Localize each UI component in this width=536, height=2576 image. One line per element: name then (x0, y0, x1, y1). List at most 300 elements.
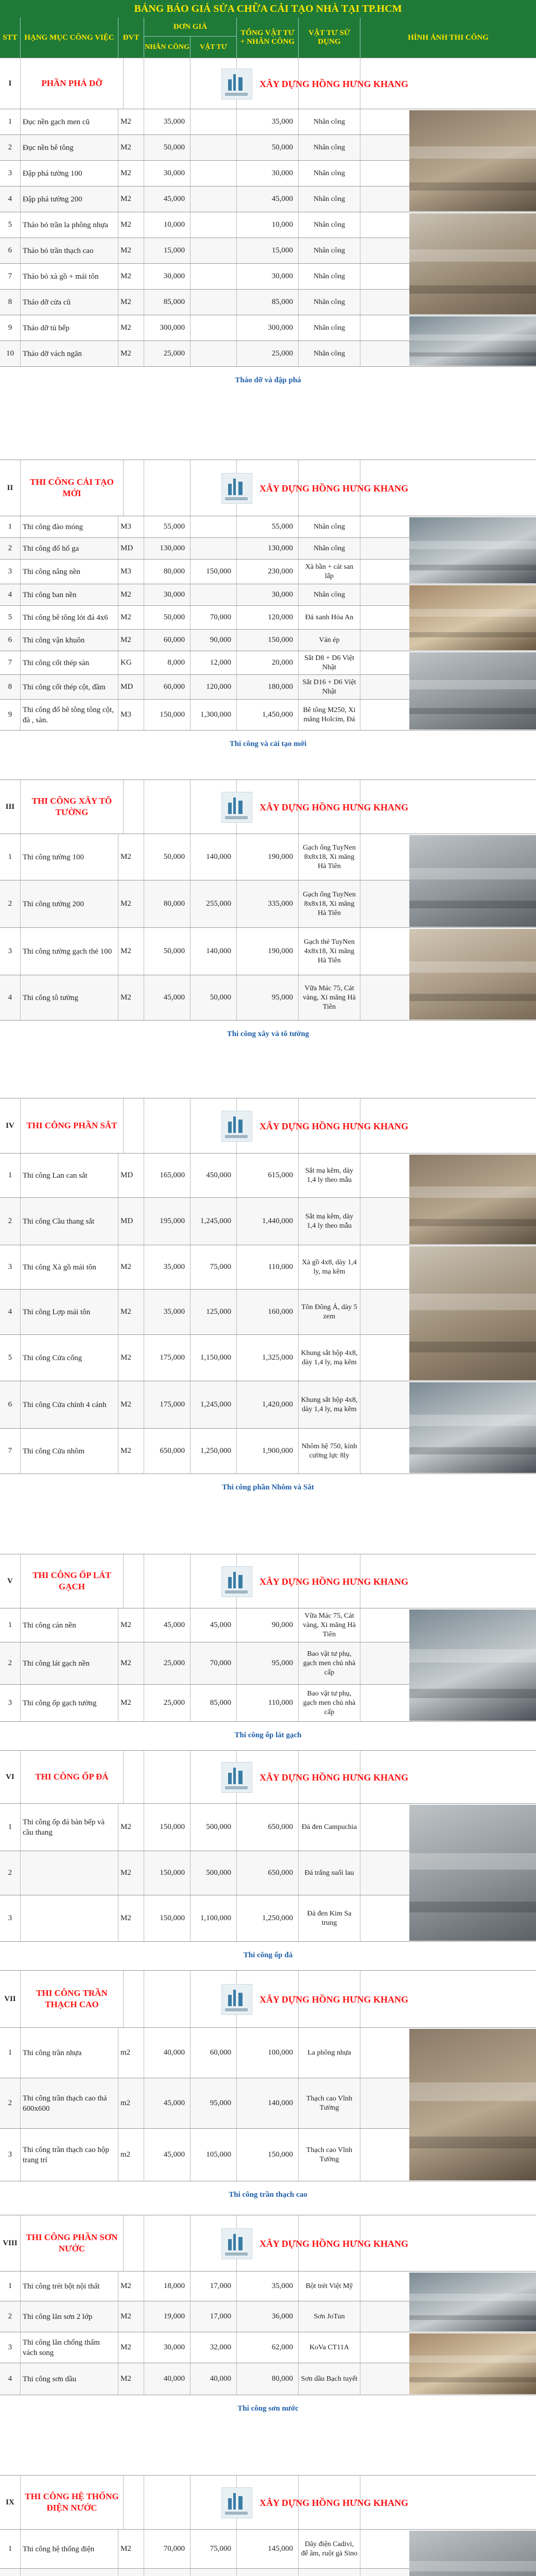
section-block (0, 460, 536, 759)
row-item: Thi công đổ bê tông tông cột, đà , sàn. (21, 700, 118, 730)
row-unit: M2 (118, 606, 144, 629)
row-material-used: Nhân công (299, 161, 360, 186)
row-unit: M2 (118, 834, 144, 880)
row-labor-price: 10,000 (144, 212, 191, 238)
row-number: 9 (0, 700, 21, 730)
company-brand (221, 1762, 408, 1793)
row-item: Thi công tường gạch thẻ 100 (21, 928, 118, 975)
row-total-price: 150,000 (237, 2129, 299, 2181)
row-item: Tháo dỡ vách ngăn (21, 341, 118, 366)
section-block (0, 1750, 536, 1970)
row-labor-price: 60,000 (144, 630, 191, 651)
company-logo (221, 473, 252, 504)
row-material-price (191, 135, 237, 160)
section-block (0, 2215, 536, 2424)
construction-photo (409, 1382, 536, 1473)
row-number: 2 (0, 1642, 21, 1684)
row-unit: M2 (118, 161, 144, 186)
row-material-used: Nhân công (299, 516, 360, 537)
header-empty-cell (144, 58, 191, 109)
row-unit: M2 (118, 135, 144, 160)
row-material-price: 1,150,000 (191, 1335, 237, 1381)
row-material-used: Nhân công (299, 584, 360, 605)
section-header-row (0, 1098, 536, 1154)
company-brand (221, 69, 408, 99)
row-number: 6 (0, 238, 21, 263)
row-material-price (191, 212, 237, 238)
company-name: XÂY DỰNG HỒNG HƯNG KHANG (260, 1772, 408, 1783)
row-number: 2 (0, 880, 21, 927)
company-logo (221, 69, 252, 99)
construction-photo (409, 585, 536, 650)
section-number: III (0, 780, 21, 834)
row-labor-price: 150,000 (144, 700, 191, 730)
row-item: Thi công cán nền (21, 1608, 118, 1642)
row-total-price: 30,000 (237, 161, 299, 186)
row-item: Thi công trần thạch cao hộp trang trí (21, 2129, 118, 2181)
row-item: Tháo dỡ tủ bếp (21, 315, 118, 341)
row-total-price: 145,000 (237, 2530, 299, 2568)
row-material-used: Nhân công (299, 341, 360, 366)
row-number: 1 (0, 1608, 21, 1642)
row-item: Thi công Cửa nhôm (21, 1429, 118, 1473)
construction-photo (409, 1246, 536, 1380)
row-labor-price: 50,000 (144, 834, 191, 880)
row-material-price: 45,000 (191, 1608, 237, 1642)
company-brand (221, 473, 408, 504)
row-unit: m2 (118, 2129, 144, 2181)
logo-building-icon (233, 1990, 236, 2006)
row-unit: M2 (118, 109, 144, 134)
row-item: Thi công hệ thống điện (21, 2530, 118, 2568)
row-labor-price: 165,000 (144, 1154, 191, 1197)
row-number: 4 (0, 2363, 21, 2395)
header-empty-cell (124, 2215, 144, 2271)
logo-building-icon (233, 2234, 236, 2250)
row-material-used: Sắt mạ kẽm, dày 1,4 ly theo mẫu (299, 1198, 360, 1245)
row-unit: M2 (118, 2301, 144, 2332)
section-title: THI CÔNG XÂY TÔ TƯỜNG (21, 780, 124, 834)
row-number: 2 (0, 2301, 21, 2332)
company-brand (221, 1111, 408, 1142)
section-caption-band (0, 2395, 536, 2424)
row-total-price: 90,000 (237, 1608, 299, 1642)
row-total-price: 110,000 (237, 1245, 299, 1289)
section-caption-band (0, 731, 536, 759)
row-labor-price: 15,000 (144, 238, 191, 263)
row-labor-price: 45,000 (144, 1608, 191, 1642)
logo-building-icon (238, 1120, 243, 1133)
row-material-price: 50,000 (191, 975, 237, 1020)
row-material-used: Sắt D8 + D6 Việt Nhật (299, 651, 360, 674)
row-material-price: 500,000 (191, 1851, 237, 1895)
header-price: ĐƠN GIÁ (144, 18, 237, 36)
photo-detail-shape (409, 994, 536, 1001)
row-item: Thi công Cửa chính 4 cánh (21, 1381, 118, 1428)
row-number: 2 (0, 1851, 21, 1895)
construction-photo (409, 316, 536, 366)
row-item: Thi công bê tông lót đá 4x6 (21, 606, 118, 629)
row-total-price: 62,000 (237, 2332, 299, 2363)
row-labor-price: 300,000 (144, 315, 191, 341)
row-material-price: 1,300,000 (191, 700, 237, 730)
logo-building-icon (228, 79, 232, 91)
row-material-price (191, 264, 237, 289)
row-number (0, 2569, 21, 2576)
section-title: THI CÔNG PHẦN SẮT (21, 1098, 124, 1153)
row-material-price: 17,000 (191, 2301, 237, 2332)
row-unit: M2 (118, 1429, 144, 1473)
row-material-price: 1,250,000 (191, 1429, 237, 1473)
row-total-price: 35,000 (237, 2272, 299, 2301)
logo-text-strip (225, 1786, 248, 1789)
row-number: 1 (0, 516, 21, 537)
row-total-price: 120,000 (237, 606, 299, 629)
construction-photo (409, 2029, 536, 2180)
header-empty-cell (124, 1751, 144, 1803)
row-unit: M2 (118, 1685, 144, 1721)
section-caption: Thi công phần Nhôm và Sắt (222, 1483, 314, 1492)
row-item: Đập phá tường 100 (21, 161, 118, 186)
row-total-price: 650,000 (237, 1804, 299, 1851)
row-labor-price: 130,000 (144, 538, 191, 559)
photo-detail-shape (409, 565, 536, 570)
row-item (21, 1895, 118, 1941)
header-material: VẬT TƯ (191, 36, 237, 58)
header-stt: STT (0, 18, 21, 58)
logo-building-icon (228, 2498, 232, 2510)
row-unit: M2 (118, 1245, 144, 1289)
header-empty-cell (144, 1554, 191, 1608)
row-material-price: 40,000 (191, 2363, 237, 2395)
construction-photo (409, 929, 536, 1020)
row-unit: M2 (118, 315, 144, 341)
row-labor-price: 30,000 (144, 584, 191, 605)
row-material-price (191, 290, 237, 315)
row-number: 4 (0, 1290, 21, 1334)
row-unit: m2 (118, 2028, 144, 2078)
row-unit: M2 (118, 2363, 144, 2395)
row-unit: M2 (118, 264, 144, 289)
row-material-price: 500,000 (191, 1804, 237, 1851)
logo-building-icon (238, 1771, 243, 1784)
logo-building-icon (233, 1572, 236, 1588)
row-material-used: Sắt D16 + D6 Việt Nhật (299, 675, 360, 699)
logo-text-strip (225, 1135, 248, 1138)
row-labor-price: 30,000 (144, 2332, 191, 2363)
row-material-price: 140,000 (191, 928, 237, 975)
logo-building-icon (233, 798, 236, 814)
row-unit: MD (118, 675, 144, 699)
row-labor-price: 40,000 (144, 2028, 191, 2078)
row-total-price: 1,420,000 (237, 1381, 299, 1428)
row-material-price (191, 238, 237, 263)
row-material-price: 140,000 (191, 834, 237, 880)
construction-photo (409, 1609, 536, 1721)
company-logo (221, 2487, 252, 2518)
row-material-price: 32,000 (191, 2332, 237, 2363)
row-unit: M2 (118, 1608, 144, 1642)
photo-detail-shape (409, 708, 536, 714)
section-block (0, 1554, 536, 1750)
row-labor-price: 85,000 (144, 290, 191, 315)
row-unit: M3 (118, 700, 144, 730)
row-item: Đục nền gạch men cũ (21, 109, 118, 134)
row-item: Thi công ban nền (21, 584, 118, 605)
row-total-price: 85,000 (237, 290, 299, 315)
row-unit: M3 (118, 560, 144, 584)
row-item: Thi công lăn chống thấm vách song (21, 2332, 118, 2363)
row-number: 4 (0, 975, 21, 1020)
row-material-used: Bột trét Việt Mỹ (299, 2272, 360, 2301)
row-material-price: 125,000 (191, 1290, 237, 1334)
logo-text-strip (225, 2512, 248, 2515)
row-number: 7 (0, 651, 21, 674)
row-total-price: 300,000 (237, 315, 299, 341)
row-number: 2 (0, 135, 21, 160)
section-caption: Tháo dỡ và đập phá (235, 376, 301, 384)
row-material-used: Ván ép (299, 630, 360, 651)
row-unit: M2 (118, 187, 144, 212)
row-total-price: 110,000 (237, 1685, 299, 1721)
logo-building-icon (233, 1768, 236, 1784)
row-labor-price: 45,000 (144, 2129, 191, 2181)
section-title: THI CÔNG ỐP ĐÁ (21, 1751, 124, 1803)
row-material-price (191, 341, 237, 366)
header-empty-cell (124, 1098, 144, 1153)
section-caption-band (0, 2181, 536, 2215)
row-labor-price: 35,000 (144, 1245, 191, 1289)
header-empty-cell (144, 780, 191, 834)
photo-detail-shape (409, 1689, 536, 1698)
row-material-price: 105,000 (191, 2129, 237, 2181)
row-material-used: Bao vật tư phụ, gạch men chủ nhà cấp (299, 1685, 360, 1721)
section-caption: Thi công ốp đá (243, 1951, 293, 1959)
company-name: XÂY DỰNG HỒNG HƯNG KHANG (260, 1994, 408, 2005)
row-item: Thi công cốt thép sàn (21, 651, 118, 674)
section-caption-band (0, 1942, 536, 1970)
row-total-price: 650,000 (237, 1851, 299, 1895)
row-material-used: Bao vật tư phụ, gạch men chủ nhà cấp (299, 1642, 360, 1684)
row-unit: M2 (118, 238, 144, 263)
logo-building-icon (228, 1122, 232, 1133)
photo-detail-shape (409, 285, 536, 294)
row-labor-price: 8,000 (144, 651, 191, 674)
header-empty-cell (144, 1751, 191, 1803)
logo-text-strip (225, 816, 248, 819)
section-header-row (0, 1970, 536, 2028)
row-material-used: Vữa Mác 75, Cát vàng, Xi măng Hà Tiên (299, 975, 360, 1020)
row-unit: M2 (118, 1804, 144, 1851)
row-total-price: 1,325,000 (237, 1335, 299, 1381)
row-material-used: Sắt mạ kẽm, dày 1,4 ly theo mẫu (299, 1154, 360, 1197)
photo-detail-shape (409, 146, 536, 159)
row-total-price: 35,000 (237, 109, 299, 134)
section-caption: Thi công ốp lát gạch (234, 1731, 302, 1739)
row-material-price: 75,000 (191, 1245, 237, 1289)
row-total-price: 100,000 (237, 2028, 299, 2078)
row-material-used: Khung sắt hộp 4x8, dày 1,4 ly, mạ kẽm (299, 1381, 360, 1428)
row-number: 6 (0, 1381, 21, 1428)
row-item: Thi công Xà gồ mái tôn (21, 1245, 118, 1289)
photo-detail-shape (409, 1649, 536, 1663)
section-header-row (0, 2215, 536, 2272)
row-total-price: 36,000 (237, 2301, 299, 2332)
section-block (0, 1098, 536, 1502)
row-material-price (191, 538, 237, 559)
row-unit (118, 2569, 144, 2576)
logo-building-icon (228, 2239, 232, 2250)
company-logo (221, 1984, 252, 2015)
construction-photo (409, 2531, 536, 2576)
row-item: Thi công ốp đá bàn bếp và cầu thang (21, 1804, 118, 1851)
section-caption-band (0, 1021, 536, 1046)
section-number: IV (0, 1098, 21, 1153)
row-material-used (299, 2569, 360, 2576)
row-unit: M2 (118, 1381, 144, 1428)
row-labor-price: 650,000 (144, 1429, 191, 1473)
row-item: Tháo bỏ trần la phông nhựa (21, 212, 118, 238)
row-number: 3 (0, 928, 21, 975)
row-labor-price: 70,000 (144, 2530, 191, 2568)
photo-detail-shape (409, 249, 536, 262)
row-labor-price: 50,000 (144, 928, 191, 975)
row-total-price: 30,000 (237, 264, 299, 289)
row-item (21, 1851, 118, 1895)
section-caption: Thi công xây và tô tường (227, 1030, 309, 1038)
row-material-used: Dây điện Cadivi, đế âm, ruột gà Sino (299, 2530, 360, 2568)
row-number: 3 (0, 1245, 21, 1289)
row-number: 6 (0, 630, 21, 651)
section-header-row (0, 2475, 536, 2530)
section-caption: Thi công và cải tạo mới (229, 740, 307, 748)
photo-detail-shape (409, 2561, 536, 2571)
row-labor-price: 30,000 (144, 161, 191, 186)
row-total-price: 615,000 (237, 1154, 299, 1197)
photo-detail-shape (409, 334, 536, 341)
row-unit: M2 (118, 1290, 144, 1334)
row-total-price: 20,000 (237, 651, 299, 674)
section-block (0, 58, 536, 395)
section-block (0, 2475, 536, 2576)
row-material-price: 85,000 (191, 1685, 237, 1721)
row-labor-price: 35,000 (144, 109, 191, 134)
section-header-row (0, 58, 536, 109)
row-number: 5 (0, 606, 21, 629)
row-unit: M2 (118, 928, 144, 975)
header-labor: NHÂN CÔNG (144, 36, 191, 58)
construction-photo (409, 517, 536, 583)
company-logo (221, 1111, 252, 1142)
section-header-row (0, 1554, 536, 1608)
logo-building-icon (238, 1575, 243, 1588)
section-header-row (0, 1750, 536, 1804)
row-item: Thi công tường 200 (21, 880, 118, 927)
photo-detail-shape (409, 1342, 536, 1352)
row-total-price: 45,000 (237, 187, 299, 212)
row-number: 3 (0, 161, 21, 186)
company-brand (221, 2487, 408, 2518)
row-labor-price: 150,000 (144, 1895, 191, 1941)
row-number: 1 (0, 109, 21, 134)
row-total-price: 335,000 (237, 880, 299, 927)
row-labor-price: 45,000 (144, 187, 191, 212)
row-material-price: 75,000 (191, 2530, 237, 2568)
row-item (21, 2569, 118, 2576)
row-unit: M2 (118, 212, 144, 238)
photo-detail-shape (409, 1415, 536, 1426)
row-unit: M3 (118, 516, 144, 537)
row-material-price (191, 516, 237, 537)
row-unit: M2 (118, 341, 144, 366)
row-number: 2 (0, 2078, 21, 2128)
row-item: Thi công vận khuôn (21, 630, 118, 651)
row-unit: M2 (118, 584, 144, 605)
header-empty-cell (144, 2215, 191, 2271)
row-material-used: Sơn JoTun (299, 2301, 360, 2332)
row-material-price: 12,000 (191, 651, 237, 674)
logo-building-icon (233, 74, 236, 91)
photo-detail-shape (409, 901, 536, 908)
company-name: XÂY DỰNG HỒNG HƯNG KHANG (260, 802, 408, 812)
row-total-price: 10,000 (237, 212, 299, 238)
section-number: II (0, 460, 21, 516)
row-number: 10 (0, 341, 21, 366)
row-material-used: Thạch cao Vĩnh Tường (299, 2078, 360, 2128)
section-header-row (0, 779, 536, 834)
row-total-price: 140,000 (237, 2078, 299, 2128)
row-material-used: Bê tông M250, Xi măng Holcim, Đá (299, 700, 360, 730)
section-title: THI CÔNG PHẦN SƠN NƯỚC (21, 2215, 124, 2271)
row-total-price: 50,000 (237, 135, 299, 160)
company-logo (221, 1566, 252, 1597)
header-unit: ĐVT (118, 18, 144, 58)
logo-text-strip (225, 497, 248, 500)
row-unit: M2 (118, 630, 144, 651)
row-labor-price: 80,000 (144, 880, 191, 927)
row-material-used: Khung sắt hộp 4x8, dày 1,4 ly, mạ kẽm (299, 1335, 360, 1381)
row-number: 4 (0, 187, 21, 212)
row-number: 1 (0, 2272, 21, 2301)
row-number: 3 (0, 2129, 21, 2181)
row-item: Đục nền bê tông (21, 135, 118, 160)
row-material-used: Tôn Đông Á, dày 5 zem (299, 1290, 360, 1334)
photo-detail-shape (409, 2294, 536, 2301)
company-brand (221, 1984, 408, 2015)
row-unit: M2 (118, 2530, 144, 2568)
row-total-price: 25,000 (237, 341, 299, 366)
row-material-used: Nhân công (299, 187, 360, 212)
row-material-used: Gạch thẻ TuyNen 4x8x18, Xi măng Hà Tiên (299, 928, 360, 975)
photo-detail-shape (409, 541, 536, 549)
section-number: I (0, 58, 21, 109)
row-material-used: Đá xanh Hóa An (299, 606, 360, 629)
row-material-price: 60,000 (191, 2028, 237, 2078)
row-item: Thi công sơn dầu (21, 2363, 118, 2395)
section-number: VI (0, 1751, 21, 1803)
row-material-used: La phông nhựa (299, 2028, 360, 2078)
row-material-price: 1,100,000 (191, 1895, 237, 1941)
row-item: Thi công trần nhựa (21, 2028, 118, 2078)
company-brand (221, 2228, 408, 2259)
row-number: 5 (0, 1335, 21, 1381)
row-material-price: 70,000 (191, 606, 237, 629)
photo-detail-shape (409, 609, 536, 617)
logo-building-icon (233, 1116, 236, 1133)
photo-detail-shape (409, 1853, 536, 1870)
row-unit: M2 (118, 290, 144, 315)
construction-photo (409, 2333, 536, 2394)
